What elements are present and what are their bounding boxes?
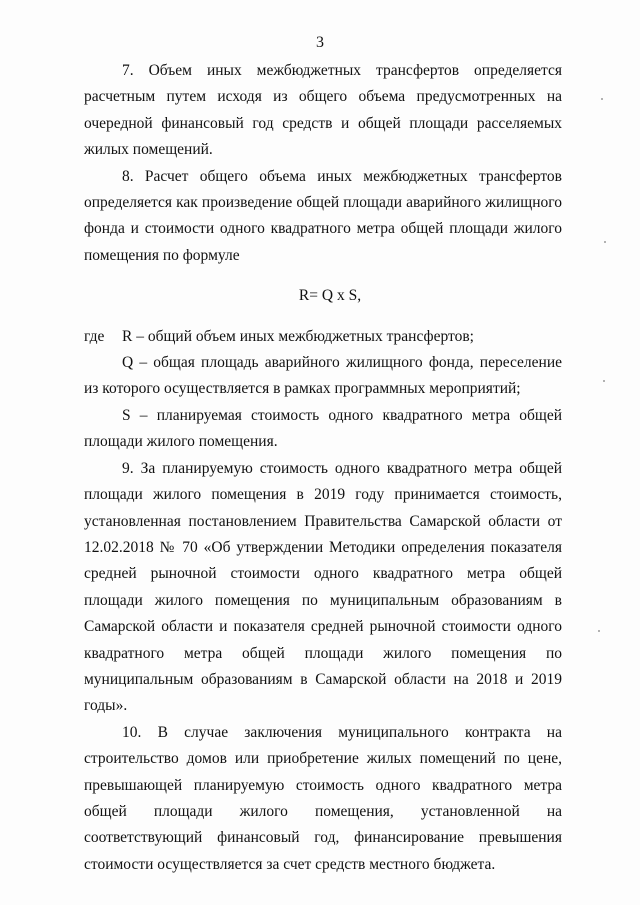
- paragraph-7: 7. Объем иных межбюджетных трансфертов определяется расчетным путем исходя из общего объема предусмотренных на очередной финансовый год средств и общей площади расселяемых жилых помещений.: [84, 62, 562, 159]
- scan-speck: [604, 241, 606, 243]
- formula: R= Q x S,: [298, 287, 362, 305]
- scan-speck: [598, 630, 600, 632]
- document-body: [84, 58, 562, 878]
- legend-S: S – планируемая стоимость одного квадратного метра общей площади жилого помещения.: [84, 406, 562, 451]
- legend-Q: Q – общая площадь аварийного жилищного фонда, переселение из которого осуществляется в рамках программных мероприятий;: [84, 354, 562, 398]
- paragraph-8: 8. Расчет общего объема иных межбюджетных трансфертов определяется как произведение общей площади аварийного жилищного фонда и стоимости одного квадратного метра общей площади жилого помещения по формуле: [84, 167, 562, 264]
- scan-speck: [603, 380, 605, 382]
- paragraph-10: 10. В случае заключения муниципального контракта на строительство домов или приобретение жилых помещений по цене, превышающей планируемую стоимость одного квадратного метра общей площади жилого помещения, установленной на соответствующий финансовый год, финансирование превышения стоимости осуществляется за счет средств местного бюджета.: [84, 723, 562, 873]
- legend-R: [84, 324, 562, 350]
- legend-R-text: R – общий объем иных межбюджетных трансфертов;: [122, 327, 474, 345]
- where-word: где: [84, 327, 105, 345]
- page-number: 3: [316, 34, 324, 51]
- scan-speck: [601, 98, 603, 100]
- paragraph-9: 9. За планируемую стоимость одного квадратного метра общей площади жилого помещения в 2019 году принимается стоимость, установленная постановлением Правительства Самарской области от 12.02.2018 № 70 «Об утверждении Методики определения показателя средней рыночной стоимости одного квадратного метра общей площади жилого помещения по муниципальным образованиям в Самарской области и показателя средней рыночной стоимости одного квадратного метра общей площади жилого помещения по муниципальным образованиям в Самарской области на 2018 и 2019 годы».: [84, 459, 562, 715]
